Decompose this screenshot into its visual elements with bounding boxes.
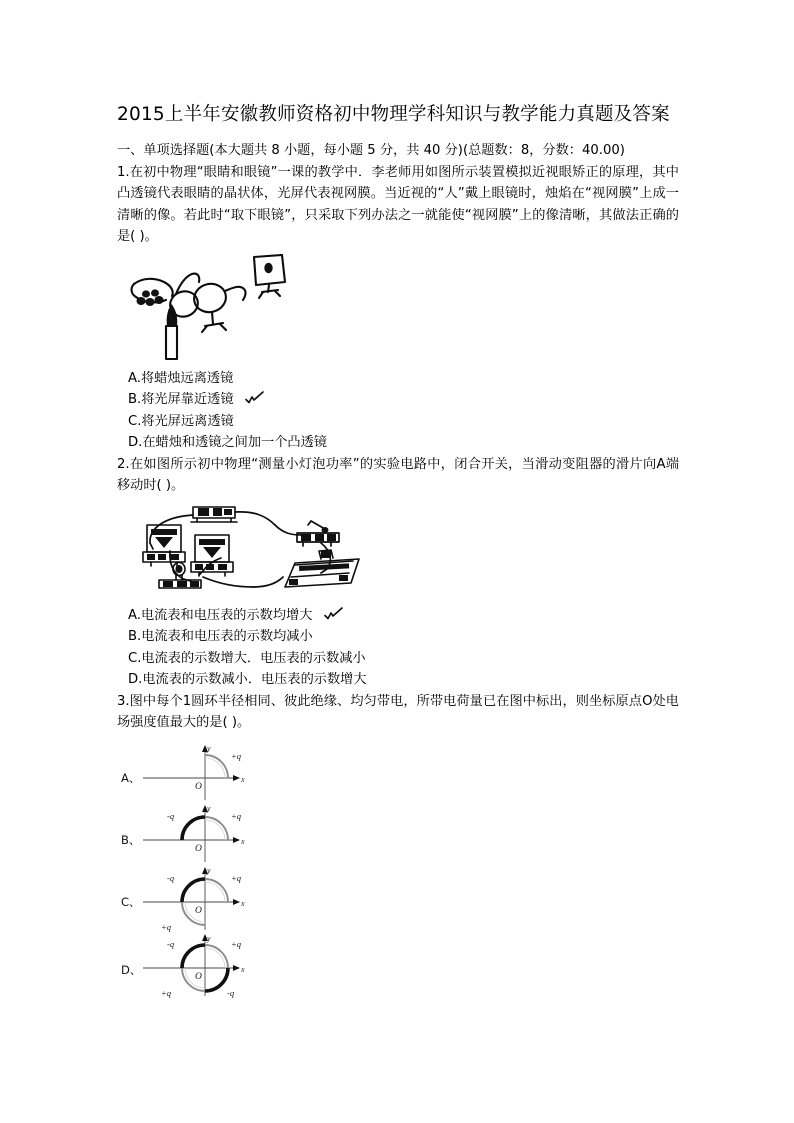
question-1-options (117, 368, 679, 454)
axis-x-label: x (241, 898, 245, 908)
axis-y-label: y (207, 933, 211, 943)
axis-y-label: y (207, 865, 211, 875)
option-row[interactable] (117, 626, 679, 648)
page-title: 2015上半年安徽教师资格初中物理学科知识与教学能力真题及答案 (117, 104, 670, 125)
option-row[interactable] (117, 411, 679, 433)
option-label: D.电流表的示数减小．电压表的示数增大 (128, 672, 367, 687)
page-content (117, 96, 679, 1006)
option-label: B.将光屏靠近透镜 (128, 392, 234, 407)
ring-choice-letter: A、 (121, 770, 141, 785)
option-label: C.将光屏远离透镜 (128, 413, 234, 429)
axis-y-label: y (207, 803, 211, 813)
origin-label: O (195, 971, 202, 982)
axis-x-label: x (241, 774, 245, 784)
question-2-text: 2.在如图所示初中物理“测量小灯泡功率”的实验电路中，闭合开关，当滑动变阻器的滑片向A端移动时( )。 (117, 456, 679, 493)
charge-label: +q (231, 810, 241, 821)
section-heading: 一、单项选择题(本大题共 8 小题，每小题 5 分，共 40 分)(总题数：8，分数：40.00) (117, 143, 625, 158)
question-1-text: 1.在初中物理“眼睛和眼镜”一课的教学中．李老师用如图所示装置模拟近视眼矫正的原理，其中凸透镜代表眼睛的晶状体，光屏代表视网膜。当近视的“人”戴上眼镜时，烛焰在“视网膜”上成一清晰的像。若此时“取下眼镜”，只采取下列办法之一就能使“视网膜”上的像清晰，其做法正确的是( )。 (117, 164, 679, 244)
axis-x-label: x (241, 836, 245, 846)
option-row[interactable] (117, 648, 679, 670)
charge-label: -q (227, 987, 235, 998)
charge-label: +q (161, 987, 171, 998)
ring-choice-a (117, 742, 297, 802)
ring-choice-b (117, 802, 297, 864)
question-3-text: 3.图中每个1圆环半径相同、彼此绝缘、均匀带电，所带电荷量已在图中标出，则坐标原点O处电场强度值最大的是( )。 (117, 693, 679, 730)
question-1-figure (122, 254, 679, 364)
option-row[interactable] (117, 432, 679, 454)
answer-check-icon (324, 607, 350, 621)
ring-choice-letter: B、 (121, 832, 141, 847)
charge-label: -q (167, 872, 175, 883)
answer-check-icon (245, 391, 271, 405)
option-label: D.在蜡烛和透镜之间加一个凸透镜 (128, 435, 327, 450)
option-label: A.将蜡烛远离透镜 (128, 370, 234, 386)
origin-label: O (195, 905, 202, 916)
ring-choice-letter: C、 (121, 894, 141, 909)
charge-label: +q (231, 938, 241, 949)
axis-y-label: y (207, 743, 211, 753)
ring-choice-letter: D、 (121, 962, 142, 977)
origin-label: O (195, 781, 202, 792)
option-label: C.电流表的示数增大．电压表的示数减小 (128, 650, 366, 666)
option-label: A.电流表和电压表的示数均增大 (128, 607, 313, 623)
charge-label: +q (161, 921, 171, 932)
ring-choice-d (117, 934, 297, 1002)
question-2-options (117, 605, 679, 691)
option-label: B.电流表和电压表的示数均减小 (128, 629, 313, 644)
axis-x-label: x (241, 964, 245, 974)
option-row[interactable] (117, 389, 679, 411)
option-row[interactable] (117, 669, 679, 691)
charge-label: +q (231, 872, 241, 883)
charge-label: +q (231, 750, 241, 761)
charge-label: -q (167, 938, 175, 949)
question-3-figure (117, 742, 679, 1002)
question-2-figure (125, 503, 679, 601)
option-row[interactable] (117, 605, 679, 627)
origin-label: O (195, 843, 202, 854)
ring-choice-c (117, 864, 297, 934)
charge-label: -q (167, 810, 175, 821)
option-row[interactable] (117, 368, 679, 390)
